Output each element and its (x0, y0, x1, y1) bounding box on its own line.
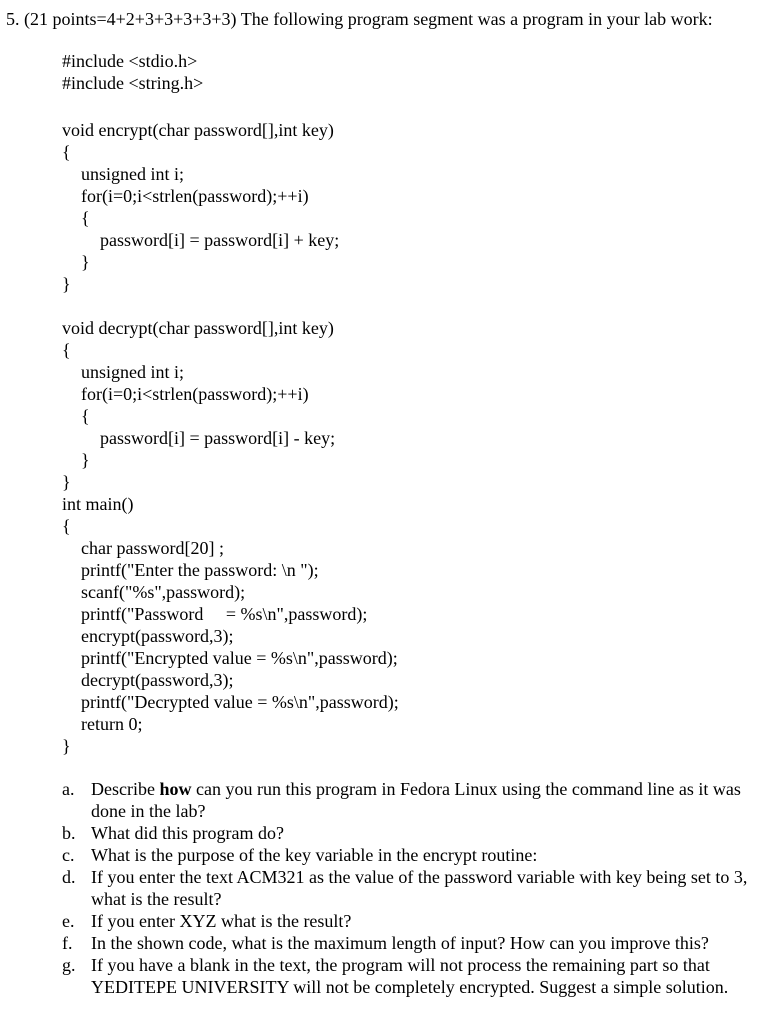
code-line: decrypt(password,3); (81, 670, 234, 690)
question-item-d (62, 866, 762, 910)
code-line: } (81, 252, 90, 272)
code-line: { (62, 516, 71, 536)
code-line: char password[20] ; (81, 538, 224, 558)
question-text: What is the purpose of the key variable in the encrypt routine: (91, 845, 538, 865)
code-line: unsigned int i; (81, 164, 184, 184)
code-line: { (62, 142, 71, 162)
code-line: void encrypt(char password[],int key) (62, 120, 334, 140)
code-line: printf("Encrypted value = %s\n",password); (81, 648, 398, 668)
code-line: return 0; (81, 714, 143, 734)
question-text (91, 778, 762, 822)
question-letter: c. (62, 845, 75, 865)
code-line: unsigned int i; (81, 362, 184, 382)
code-line: for(i=0;i<strlen(password);++i) (81, 384, 309, 404)
code-line: scanf("%s",password); (81, 582, 246, 602)
question-text: In the shown code, what is the maximum length of input? How can you improve this? (91, 933, 709, 953)
code-line: #include <string.h> (62, 73, 204, 93)
code-line: password[i] = password[i] + key; (100, 230, 340, 250)
question-letter: g. (62, 955, 76, 975)
code-line: { (62, 340, 71, 360)
code-line: printf("Enter the password: \n "); (81, 560, 319, 580)
code-line: printf("Password = %s\n",password); (81, 604, 368, 624)
code-line: } (81, 450, 90, 470)
code-line: for(i=0;i<strlen(password);++i) (81, 186, 309, 206)
code-line: password[i] = password[i] - key; (100, 428, 336, 448)
code-line: void decrypt(char password[],int key) (62, 318, 334, 338)
code-line: encrypt(password,3); (81, 626, 234, 646)
code-line: printf("Decrypted value = %s\n",password); (81, 692, 399, 712)
question-item-c (62, 844, 762, 866)
question-text-part: Describe (91, 779, 160, 799)
question-item-e (62, 910, 762, 932)
code-line: #include <stdio.h> (62, 51, 198, 71)
code-line: int main() (62, 494, 134, 514)
question-text: If you have a blank in the text, the program will not process the remaining part so that YEDITEPE UNIVERSITY will not be completely encrypted. Suggest a simple solution. (91, 955, 729, 997)
question-item-b (62, 822, 762, 844)
question-text-part: can you run this program in Fedora Linux using the command line as it was done in the lab? (91, 779, 741, 821)
question-letter: a. (62, 779, 75, 799)
question-header: 5. (21 points=4+2+3+3+3+3+3) The following program segment was a program in your lab work: (6, 9, 713, 29)
question-text-bold: how (159, 779, 192, 799)
question-letter: b. (62, 823, 76, 843)
question-letter: f. (62, 933, 73, 953)
code-line: { (81, 406, 90, 426)
code-line: { (81, 208, 90, 228)
question-letter: d. (62, 867, 76, 887)
code-line: } (62, 472, 71, 492)
question-letter: e. (62, 911, 75, 931)
code-line: } (62, 274, 71, 294)
question-item-g (62, 954, 762, 998)
question-text: If you enter XYZ what is the result? (91, 911, 352, 931)
code-line: } (62, 736, 71, 756)
question-text: What did this program do? (91, 823, 284, 843)
question-item-f (62, 932, 762, 954)
question-item-a (62, 778, 762, 822)
question-text: If you enter the text ACM321 as the value of the password variable with key being set to 3, what is the result? (91, 867, 748, 909)
